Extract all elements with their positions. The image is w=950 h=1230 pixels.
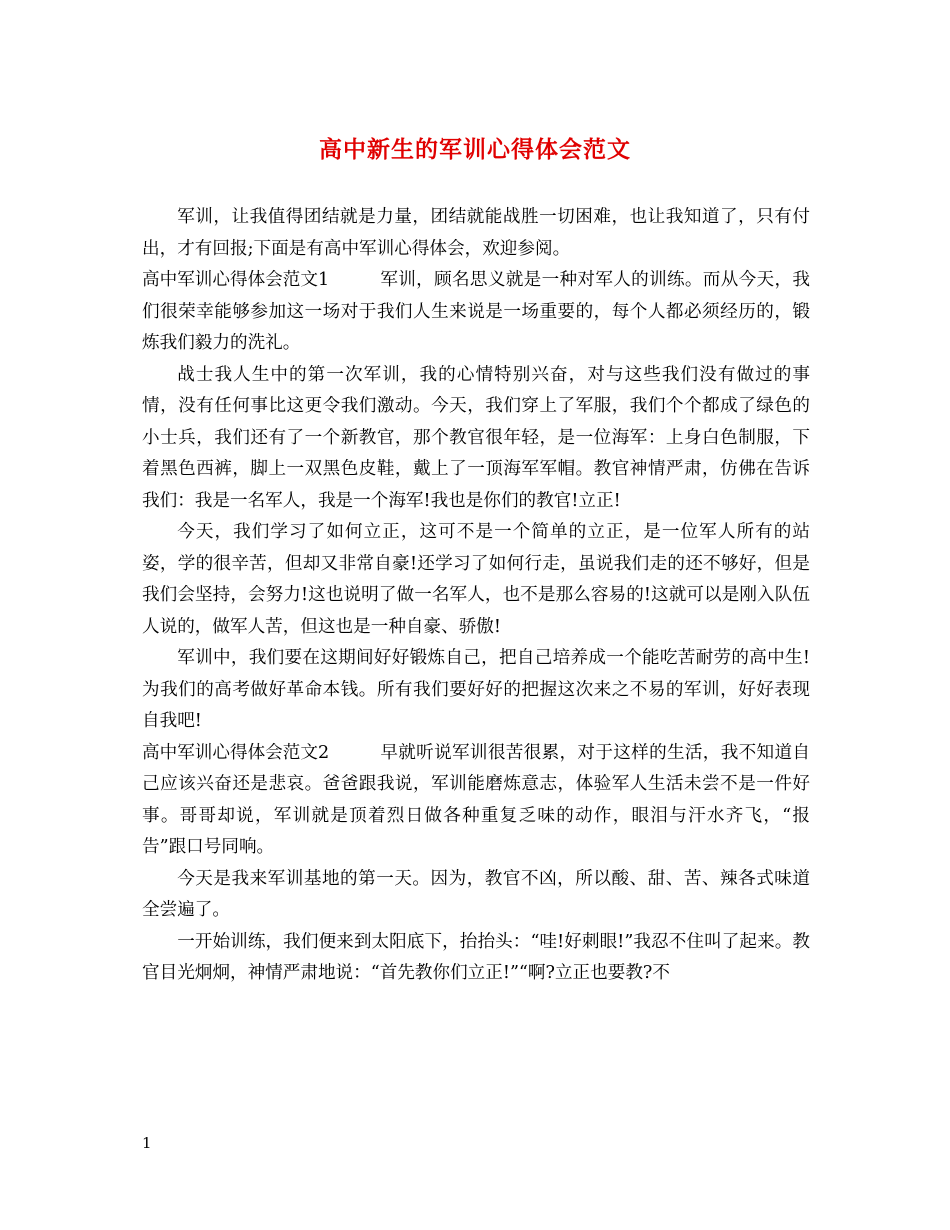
paragraph: 战士我人生中的第一次军训，我的心情特别兴奋，对与这些我们没有做过的事情，没有任何事比这更令我们激动。今天，我们穿上了军服，我们个个都成了绿色的小士兵，我们还有了一个新教官，那个教官很年轻，是一位海军：上身白色制服，下着黑色西裤，脚上一双黑色皮鞋，戴上了一顶海军军帽。教官神情严肃，仿佛在告诉我们：我是一名军人，我是一个海军!我也是你们的教官!立正! — [142, 364, 810, 511]
paragraph: 今天是我来军训基地的第一天。因为，教官不凶，所以酸、甜、苦、辣各式味道全尝遍了。 — [142, 868, 810, 920]
section-label-1: 高中军训心得体会范文1 — [142, 270, 330, 290]
document-body — [142, 202, 810, 990]
paragraph-section-1: 高中军训心得体会范文1 军训，顾名思义就是一种对军人的训练。而从今天，我们很荣幸能够参加这一场对于我们人生来说是一场重要的，每个人都必须经历的，锻炼我们毅力的洗礼。 — [142, 265, 810, 360]
section-label-2: 高中军训心得体会范文2 — [142, 742, 330, 763]
paragraph-intro: 军训，让我值得团结就是力量，团结就能战胜一切困难，也让我知道了，只有付出，才有回报;下面是有高中军训心得体会，欢迎参阅。 — [142, 207, 810, 259]
paragraph-section-2: 高中军训心得体会范文2 早就听说军训很苦很累，对于这样的生活，我不知道自己应该兴奋还是悲哀。爸爸跟我说，军训能磨炼意志，体验军人生活未尝不是一件好事。哥哥却说，军训就是顶着烈日做各种重复乏味的动作，眼泪与汗水齐飞，“报告”跟口号同响。 — [142, 738, 810, 864]
paragraph: 今天，我们学习了如何立正，这可不是一个简单的立正，是一位军人所有的站姿，学的很辛苦，但却又非常自豪!还学习了如何行走，虽说我们走的还不够好，但是我们会坚持，会努力!这也说明了做一名军人，也不是那么容易的!这就可以是刚入队伍人说的，做军人苦，但这也是一种自豪、骄傲! — [142, 522, 810, 637]
paragraph: 军训中，我们要在这期间好好锻炼自己，把自己培养成一个能吃苦耐劳的高中生!为我们的高考做好革命本钱。所有我们要好好的把握这次来之不易的军训，好好表现自我吧! — [142, 648, 810, 731]
paragraph: 一开始训练，我们便来到太阳底下，抬抬头：“哇!好刺眼!”我忍不住叫了起来。教官目光炯炯，神情严肃地说：“首先教你们立正!”“啊?立正也要教?不 — [142, 931, 810, 983]
page-number: 1 — [142, 1134, 152, 1152]
document-title: 高中新生的军训心得体会范文 — [319, 136, 631, 163]
